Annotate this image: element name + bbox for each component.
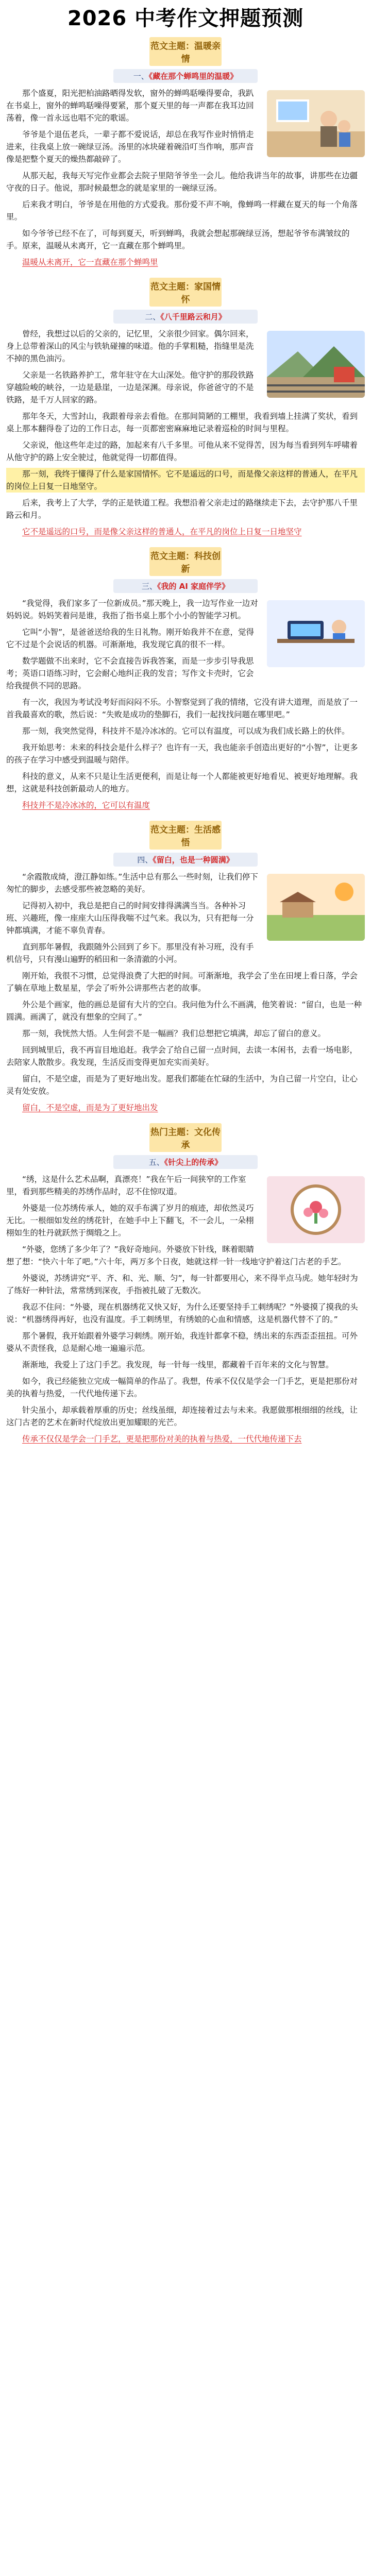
paragraph: “余霞散成绮，澄江静如练。”生活中总有那么一些时刻，让我们停下匆忙的脚步，去感受那些被忽略的美好。 <box>6 872 258 894</box>
paragraph: 父亲说，他这些年走过的路，加起来有八千多里。可他从来不觉得苦，因为每当看到列车呼啸着从他守护的路上安全驶过，他就觉得一切都值得。 <box>6 440 358 462</box>
paragraph: 科技的意义，从来不只是让生活更便利，而是让每一个人都能被更好地看见、被更好地理解。我想，这就是科技创新最动人的地方。 <box>6 772 358 793</box>
essay-title <box>113 853 258 867</box>
paragraph: 那个暑假，我开始跟着外婆学习刺绣。刚开始，我连针都拿不稳，绣出来的东西歪歪扭扭。可外婆从不责怪我，总是耐心地一遍遍示范。 <box>6 1331 358 1353</box>
illustration-embroidery <box>267 1176 365 1243</box>
illustration-svg <box>267 600 365 667</box>
essay-number: 四、 <box>137 855 153 865</box>
paragraph: 曾经，我想过以后的父亲的，记忆里，父亲很少回家。偶尔回来，身上总带着深山的风尘与铁轨碰撞的味道。他的手掌粗糙，指缝里是洗不掉的黑色油污。 <box>6 329 254 363</box>
essay-title <box>113 1155 258 1169</box>
illustration-svg <box>267 90 365 157</box>
paragraph: 外公是个画家，他的画总是留有大片的空白。我问他为什么不画满，他笑着说：“留白，也是一种圆满。画满了，就没有想象的空间了。” <box>6 1000 362 1022</box>
paragraph: 记得初入初中，我总是把自己的时间安排得满满当当。各种补习班、兴趣班，像一座座大山压得我喘不过气来。我以为，只有把每一分钟都填满，才能不辜负青春。 <box>6 901 254 935</box>
paragraph <box>6 227 365 252</box>
paragraph: 后来，我考上了大学，学的正是铁道工程。我想沿着父亲走过的路继续走下去，去守护那八千里路云和月。 <box>6 498 358 520</box>
illustration-svg <box>267 331 365 398</box>
paragraph: 那一刻，我突然觉得，科技并不是冷冰冰的。它可以有温度，可以成为我们成长路上的伙伴。 <box>22 726 350 736</box>
theme-chip: 热门主题：文化传承 <box>149 1123 222 1152</box>
page-title: 2026 中考作文押题预测 <box>67 6 304 30</box>
emphasis-line: 温暖从未离开，它一直藏在那个蝉鸣里 <box>22 258 158 267</box>
theme-chip: 范文主题：生活感悟 <box>149 821 222 850</box>
theme-chip: 范文主题：科技创新 <box>149 547 222 576</box>
essay-number: 五、 <box>148 1158 164 1167</box>
essay-section-2 <box>6 278 365 542</box>
paragraph: 外婆是一位苏绣传承人，她的双手布满了岁月的痕迹，却依然灵巧无比。一根细如发丝的绣花针，在她手中上下翻飞，不一会儿，一朵栩栩如生的牡丹就跃然于绸缎之上。 <box>6 1204 254 1238</box>
paragraph: 它叫“小智”，是爸爸送给我的生日礼物。刚开始我并不在意，觉得它不过是个会说话的机器。可渐渐地，我发现它真的很不一样。 <box>6 628 255 649</box>
theme-chip: 范文主题：家国情怀 <box>149 278 222 307</box>
emphasis-line: 传承不仅仅是学会一门手艺，更是把那份对美的执着与热爱，一代代地传递下去 <box>22 1434 302 1444</box>
paragraph: 数学题做不出来时，它不会直接告诉我答案，而是一步步引导我思考；英语口语练习时，它会耐心地纠正我的发音；写作文卡壳时，它会给我提供不同的思路。 <box>6 656 254 690</box>
paragraph: 那个盛夏，阳光把柏油路晒得发软，窗外的蝉鸣聒噪得要命，我趴在书桌上，窗外的蝉鸣聒噪得要紧，那个夏天里的每一声都在我耳边回荡着，像一首永远也唱不完的歌谣。 <box>6 89 254 123</box>
essay-title-text: 《我的 AI 家庭伴学》 <box>157 582 230 591</box>
paragraph: 刚开始，我很不习惯，总觉得浪费了大把的时间。可渐渐地，我学会了坐在田埂上看日落，学会了躺在草地上数星星，学会了听外公讲那些古老的故事。 <box>6 971 358 993</box>
essay-title-text: 《八千里路云和月》 <box>160 312 226 321</box>
paragraph: “我觉得，我们家多了一位新成员。”那天晚上，我一边写作业一边对妈妈说。妈妈笑着问是谁，我指了指书桌上那个小小的智能学习机。 <box>6 599 258 620</box>
paragraph: 回到城里后，我不再盲目地追赶。我学会了给自己留一点时间，去读一本闲书，去看一场电影，去陪家人散散步。我发现，生活反而变得更加充实而美好。 <box>6 1045 358 1067</box>
essay-section-5 <box>6 1123 365 1449</box>
paragraph: 针尖虽小，却承载着厚重的历史；丝线虽细，却连接着过去与未来。我愿做那根细细的丝线，让这门古老的艺术在新时代绽放出更加耀眼的光芒。 <box>6 1405 358 1427</box>
illustration-railway <box>267 331 365 398</box>
paragraph: 直到那年暑假，我跟随外公回到了乡下。那里没有补习班，没有手机信号，只有漫山遍野的稻田和一条清澈的小河。 <box>6 942 254 964</box>
paragraph: 留白，不是空虚，而是为了更好地出发。愿我们都能在忙碌的生活中，为自己留一片空白，让心灵有处安放。 <box>6 1074 358 1096</box>
emphasis-line: 它不是遥远的口号，而是像父亲这样的普通人，在平凡的岗位上日复一日地坚守 <box>22 527 302 536</box>
paragraph: “绣，这是什么艺术品啊，真漂亮！”我在午后一间狭窄的工作室里，看到那些精美的苏绣作品时，忍不住惊叹道。 <box>6 1175 246 1196</box>
paragraph: 从那天起，我每天写完作业都会去院子里陪爷爷坐一会儿。他给我讲当年的故事，讲那些在边疆守夜的日子。他说，那时候最想念的就是家里的一碗绿豆汤。 <box>6 171 358 193</box>
illustration-countryside <box>267 874 365 941</box>
essay-title-text: 《针尖上的传承》 <box>164 1158 223 1167</box>
essay-title <box>113 579 258 593</box>
essay-title <box>113 69 258 83</box>
emphasis-line: 科技并不是冷冰冰的，它可以有温度 <box>22 801 150 810</box>
paragraph: 我忍不住问：“外婆，现在机器绣花又快又好，为什么还要坚持手工刺绣呢？”外婆摸了摸我的头说：“机器绣得再好，也没有温度。手工刺绣里，有绣娘的心血和情感，这是机器代替不了的。” <box>6 1302 358 1324</box>
emphasis-line: 留白，不是空虚，而是为了更好地出发 <box>22 1103 158 1112</box>
illustration-ai-study <box>267 600 365 667</box>
essay-section-1 <box>6 37 365 273</box>
paragraph: 父亲是一名铁路养护工，常年驻守在大山深处。他守护的那段铁路穿越险峻的峡谷，一边是悬崖，一边是深渊。母亲说，你爸爸守的不是铁路，是千万人回家的路。 <box>6 370 254 404</box>
paragraph: “外婆，您绣了多少年了？”我好奇地问。外婆放下针线，眯着眼睛想了想：“快六十年了吧。”六十年，两万多个日夜，她就这样一针一线地守护着这门古老的手艺。 <box>6 1245 346 1266</box>
essay-number: 一、 <box>133 72 149 81</box>
paragraph: 那年冬天，大雪封山，我跟着母亲去看他。在那间简陋的工棚里，我看到墙上挂满了奖状，看到桌上那本翻得卷了边的工作日志，每一页都密密麻麻地记录着巡检的时间与里程。 <box>6 412 358 433</box>
paragraph: 有一次，我因为考试没考好而闷闷不乐。小智察觉到了我的情绪，它没有讲大道理，而是放了一首我最喜欢的歌，然后说：“失败是成功的垫脚石，我们一起找找问题在哪里吧。” <box>6 698 358 719</box>
illustration-svg <box>267 874 365 941</box>
essay-title-text: 《藏在那个蝉鸣里的温暖》 <box>148 72 238 81</box>
essay-title-text: 《留白，也是一种圆满》 <box>153 855 234 865</box>
paragraph: 那一刻，我恍然大悟。人生何尝不是一幅画？我们总想把它填满，却忘了留白的意义。 <box>22 1029 326 1038</box>
essay-number: 二、 <box>145 312 161 321</box>
paragraph-highlight: 那一刻，我终于懂得了什么是家国情怀。它不是遥远的口号，而是像父亲这样的普通人，在平凡的岗位上日复一日地坚守。 <box>6 468 365 493</box>
illustration-grandpa <box>267 90 365 157</box>
essay-title <box>113 310 258 324</box>
theme-chip: 范文主题：温暖亲情 <box>149 37 222 66</box>
paragraph-text: 如今爷爷已经不在了，可每到夏天，听到蝉鸣，我就会想起那碗绿豆汤，想起爷爷布满皱纹的手。原来，温暖从未离开，它一直藏在那个蝉鸣里。 <box>6 229 350 250</box>
essay-section-3 <box>6 547 365 816</box>
essay-number: 三、 <box>141 582 157 591</box>
paragraph: 我开始思考：未来的科技会是什么样子？也许有一天，我也能亲手创造出更好的“小智”，让更多的孩子在学习中感受到温暖与陪伴。 <box>6 743 358 765</box>
paragraph: 渐渐地，我爱上了这门手艺。我发现，每一针每一线里，都藏着千百年来的文化与智慧。 <box>22 1360 334 1369</box>
paragraph: 外婆说，苏绣讲究“平、齐、和、光、顺、匀”，每一针都要用心，来不得半点马虎。她年轻时为了练好一种针法，常常绣到深夜，手指被扎破了无数次。 <box>6 1274 358 1295</box>
essay-section-4 <box>6 821 365 1118</box>
paragraph: 如今，我已经能独立完成一幅简单的作品了。我想，传承不仅仅是学会一门手艺，更是把那份对美的执着与热爱，一代代地传递下去。 <box>6 1377 358 1398</box>
paragraph: 爷爷是个退伍老兵，一辈子都不爱说话，却总在我写作业时悄悄走进来，往我桌上放一碗绿豆汤。汤里的冰块碰着碗沿叮当作响，那声音像是把整个夏天的燥热都敲碎了。 <box>6 130 254 164</box>
paragraph: 后来我才明白，爷爷是在用他的方式爱我。那份爱不声不响，像蝉鸣一样藏在夏天的每一个角落里。 <box>6 200 358 222</box>
illustration-svg <box>267 1176 365 1243</box>
